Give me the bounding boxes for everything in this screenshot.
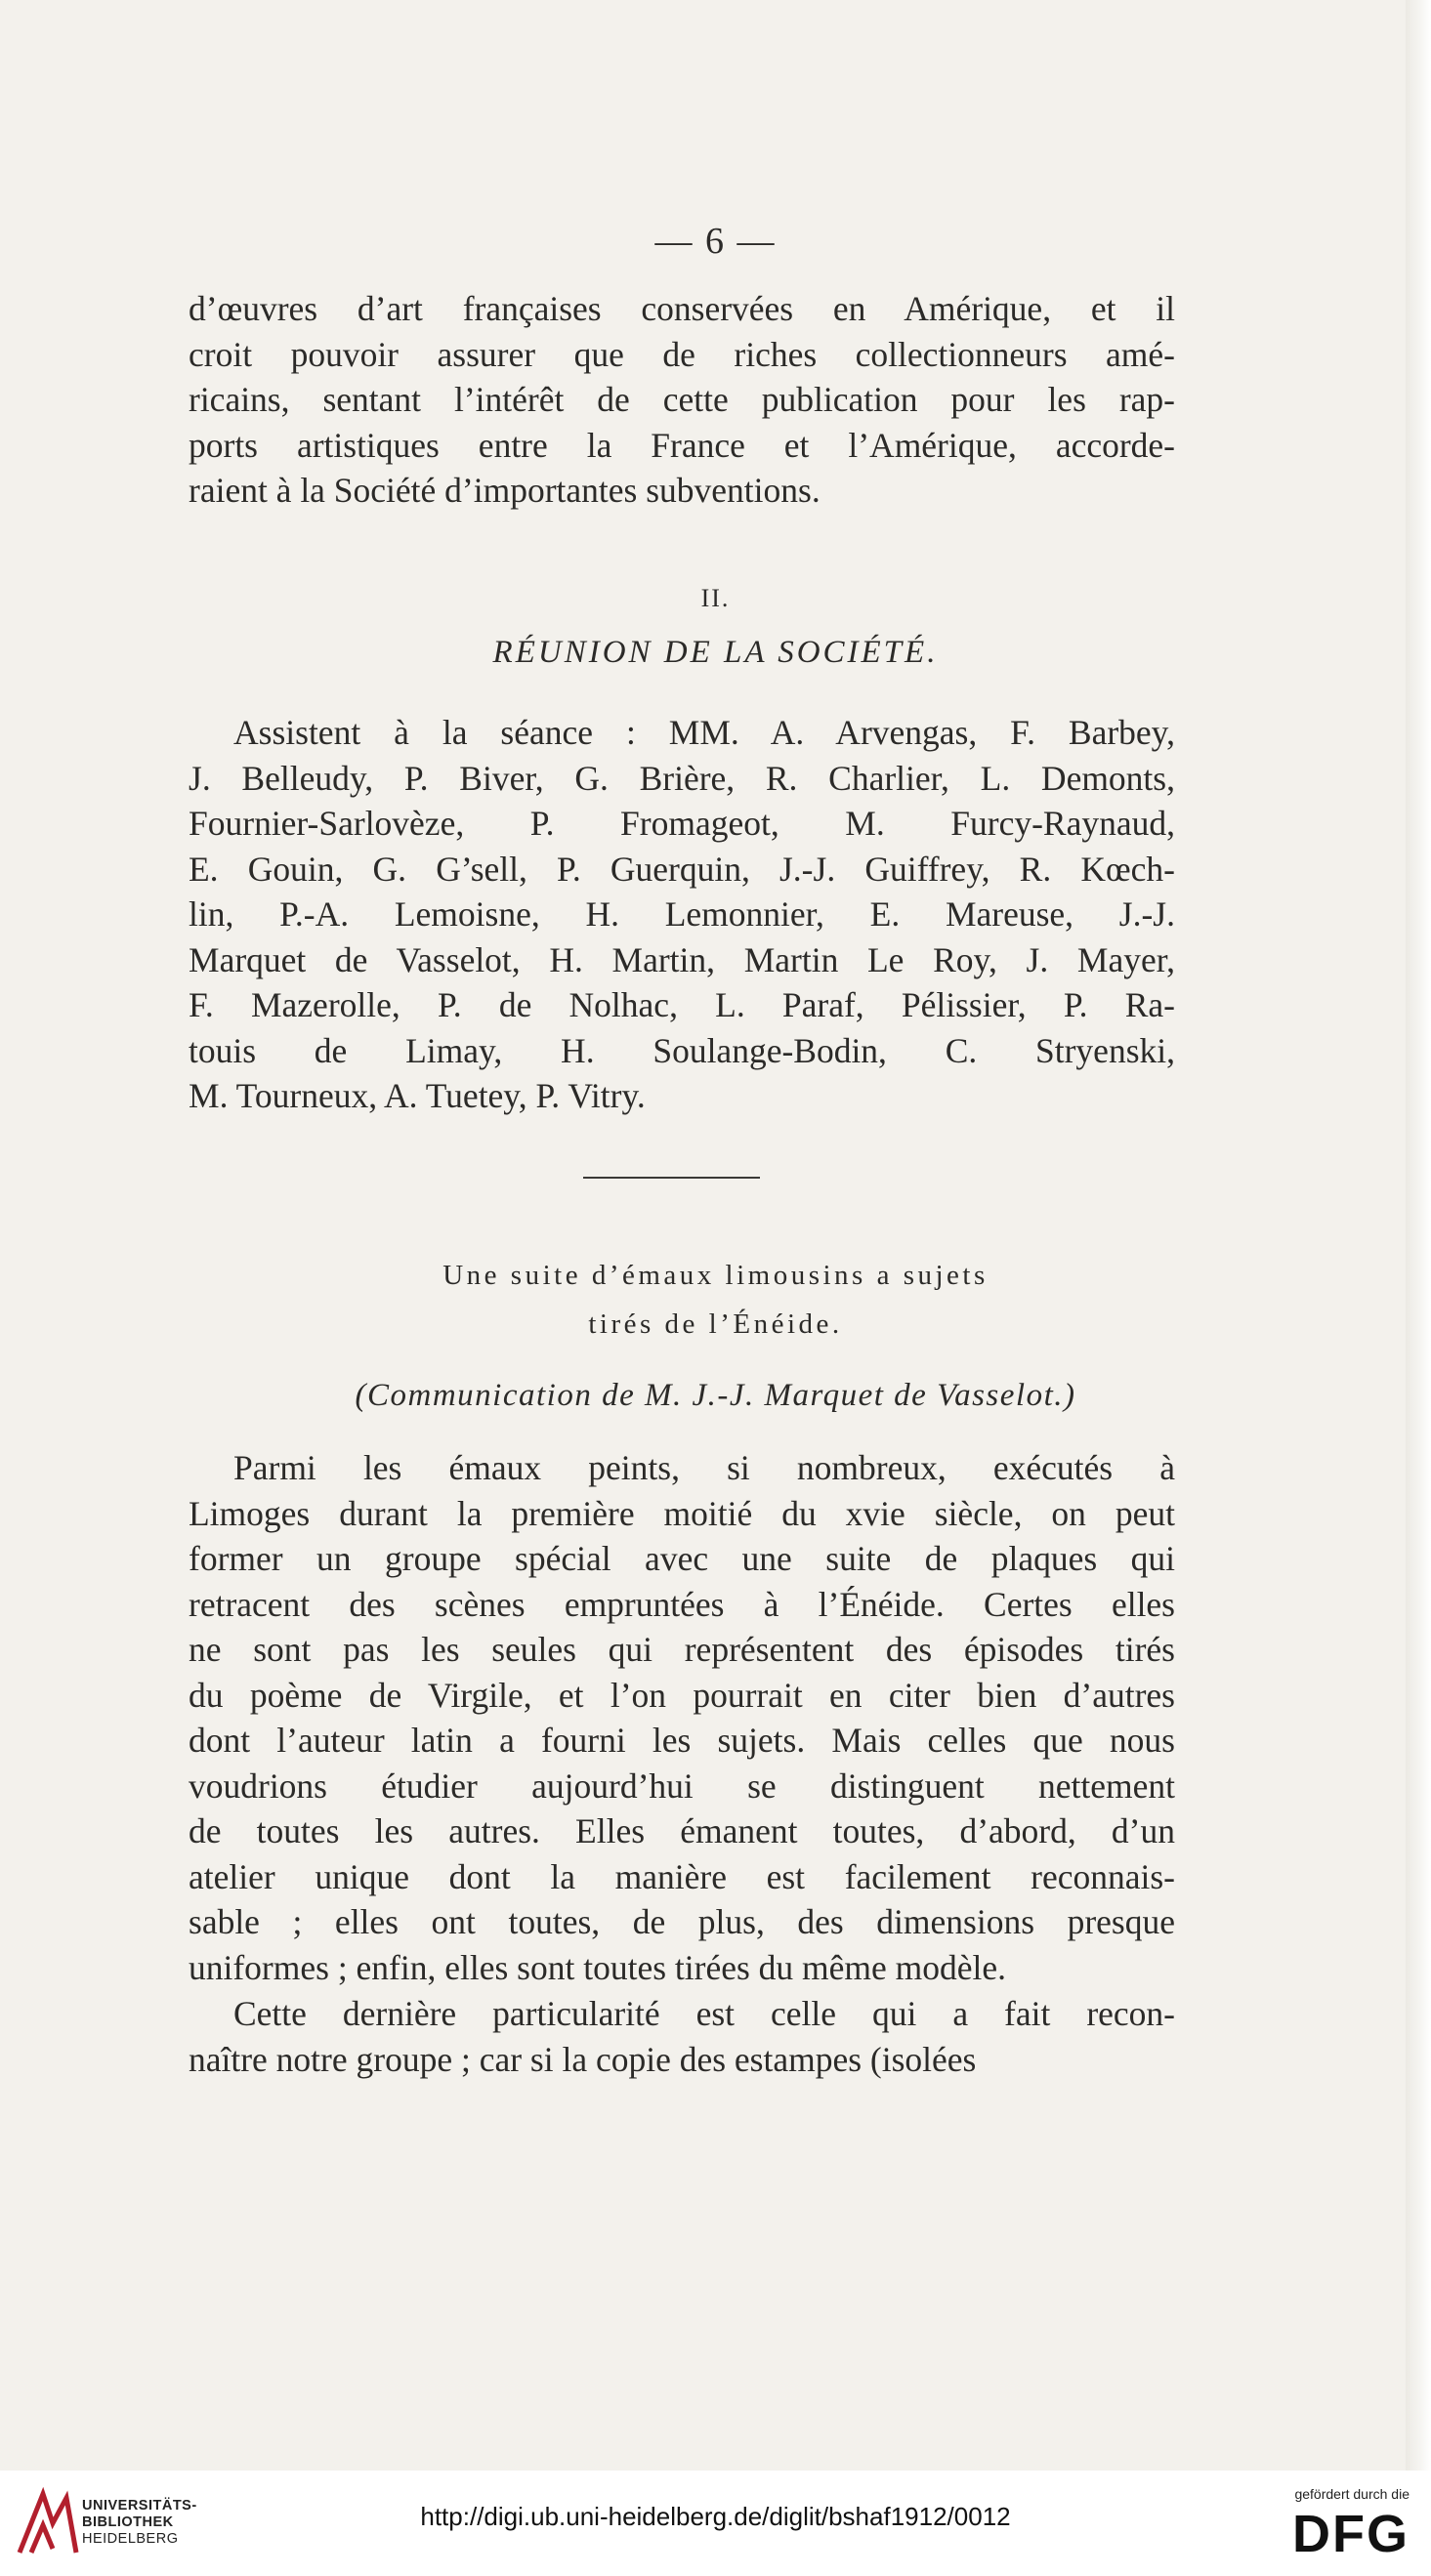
text-line: E. Gouin, G. G’sell, P. Guerquin, J.-J. Guiffrey, R. Kœch-: [189, 849, 1175, 889]
text-line: raient à la Société d’importantes subventions.: [189, 471, 821, 510]
footer-bar: [0, 2471, 1431, 2576]
section-title: RÉUNION DE LA SOCIÉTÉ.: [492, 635, 939, 670]
page-number: — 6 —: [654, 221, 777, 262]
text-line: croit pouvoir assurer que de riches collectionneurs amé-: [189, 334, 1175, 374]
text-line: Assistent à la séance : MM. A. Arvengas, F. Barbey,: [233, 713, 1175, 752]
text-line: lin, P.-A. Lemoisne, H. Lemonnier, E. Mareuse, J.-J.: [189, 894, 1175, 934]
text-line: atelier unique dont la manière est facilement reconnais-: [189, 1856, 1175, 1896]
text-line: dont l’auteur latin a fourni les sujets. Mais celles que nous: [189, 1721, 1175, 1760]
intro-paragraph: [189, 286, 1175, 514]
text-line: ports artistiques entre la France et l’Amérique, accorde-: [189, 425, 1175, 465]
text-line: sable ; elles ont toutes, de plus, des dimensions presque: [189, 1902, 1175, 1941]
text-line: former un groupe spécial avec une suite de plaques qui: [189, 1539, 1175, 1578]
body-paragraph: [189, 1445, 1175, 1990]
communication-credit: (Communication de M. J.-J. Marquet de Vasselot.): [355, 1378, 1076, 1413]
text-line: Marquet de Vasselot, H. Martin, Martin Le Roy, J. Mayer,: [189, 939, 1175, 979]
text-line: voudrions étudier aujourd’hui se distinguent nettement: [189, 1766, 1175, 1806]
permalink-url[interactable]: http://digi.ub.uni-heidelberg.de/diglit/bshaf1912/0012: [420, 2502, 1011, 2531]
text-line: Limoges durant la première moitié du xvie siècle, on peut: [189, 1493, 1175, 1533]
text-line: J. Belleudy, P. Biver, G. Brière, R. Charlier, L. Demonts,: [189, 758, 1175, 798]
text-line: ne sont pas les seules qui représentent des épisodes tirés: [189, 1630, 1175, 1669]
text-line: de toutes les autres. Elles émanent toutes, d’abord, d’un: [189, 1811, 1175, 1850]
text-line: retracent des scènes empruntées à l’Énéide. Certes elles: [189, 1584, 1175, 1624]
article-title-line2: tirés de l’Énéide.: [588, 1309, 843, 1340]
text-line: naître notre groupe ; car si la copie des estampes (isolées: [189, 2039, 977, 2079]
text-line: Cette dernière particularité est celle qui a fait recon-: [233, 1994, 1175, 2033]
article-title-line1: Une suite d’émaux limousins a sujets: [442, 1260, 989, 1291]
divider-rule: [583, 1177, 760, 1179]
attendance-paragraph: [189, 710, 1175, 1119]
text-line: M. Tourneux, A. Tuetey, P. Vitry.: [189, 1076, 646, 1115]
text-line: d’œuvres d’art françaises conservées en Amérique, et il: [189, 289, 1175, 328]
dfg-logo: DFG: [1292, 2505, 1410, 2563]
text-line: du poème de Virgile, et l’on pourrait en citer bien d’autres: [189, 1675, 1175, 1715]
page-edge: [1406, 0, 1431, 2471]
text-line: Parmi les émaux peints, si nombreux, exécutés à: [233, 1448, 1175, 1487]
text-line: touis de Limay, H. Soulange-Bodin, C. Stryenski,: [189, 1030, 1175, 1070]
library-name: UNIVERSITÄTS- BIBLIOTHEK HEIDELBERG: [82, 2498, 197, 2547]
text-line: uniformes ; enfin, elles sont toutes tirées du même modèle.: [189, 1947, 1007, 1987]
body-paragraph-2: [189, 1991, 1175, 2082]
funder-caption: gefördert durch die: [1294, 2486, 1410, 2502]
text-line: Fournier-Sarlovèze, P. Fromageot, M. Furcy-Raynaud,: [189, 804, 1175, 843]
text-line: F. Mazerolle, P. de Nolhac, L. Paraf, Pélissier, P. Ra-: [189, 985, 1175, 1024]
section-number: II.: [700, 584, 731, 612]
text-line: ricains, sentant l’intérêt de cette publication pour les rap-: [189, 380, 1175, 419]
